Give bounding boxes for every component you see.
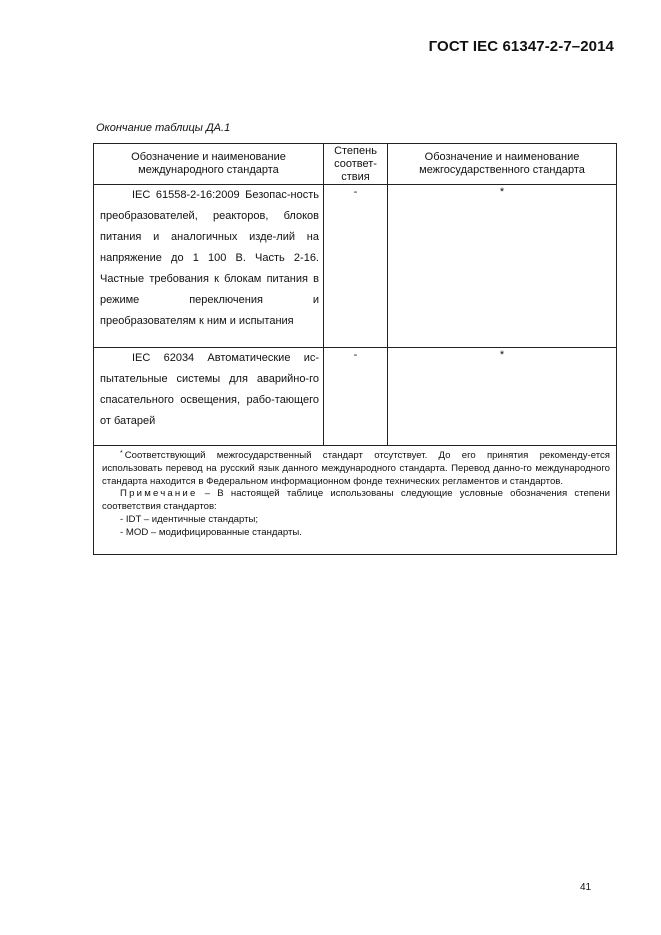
note-label: Примечание xyxy=(120,488,198,500)
note-item-idt: - IDT – идентичные стандарты; xyxy=(120,513,259,525)
footnote-text: Соответствующий межгосударственный стандарт отсутствует. До его принятия рекоменду-ется использовать перевод на русский язык данного международного стандарта. Перевод данно-го международного стандарта находится в Федеральном информационном фонде технических регламентов и стандартов. xyxy=(102,450,610,487)
table-notes-row xyxy=(94,446,617,555)
interstate-standard-cell: * xyxy=(388,185,617,348)
international-standard-text: IEC 61558-2-16:2009 Безопас-ность преобразователей, реакторов, блоков питания и аналогичных изде-лий на напряжение до 1 100 В. Часть 2-16. Частные требования к блокам питания в режиме переключения и преобразователям к ним и испытания xyxy=(100,189,319,327)
footnote xyxy=(102,448,610,488)
standards-table xyxy=(93,143,617,555)
column-header-international: Обозначение и наименование международного стандарта xyxy=(94,144,324,185)
degree-cell: - xyxy=(324,348,388,446)
footnote-marker: * xyxy=(120,450,123,457)
column-header-interstate: Обозначение и наименование межгосударственного стандарта xyxy=(388,144,617,185)
table-row xyxy=(94,185,617,348)
international-standard-text: IEC 62034 Автоматические ис-пытательные системы для аварийно-го спасательного освещения, рабо-тающего от батарей xyxy=(100,352,319,427)
table-row xyxy=(94,348,617,446)
document-header: ГОСТ IEC 61347-2-7–2014 xyxy=(428,38,614,55)
interstate-standard-cell: * xyxy=(388,348,617,446)
table-header-row xyxy=(94,144,617,185)
table-caption: Окончание таблицы ДА.1 xyxy=(96,122,231,134)
note xyxy=(102,488,610,514)
page-number: 41 xyxy=(580,882,592,893)
column-header-degree: Степень соответ-ствия xyxy=(324,144,388,185)
international-standard-cell xyxy=(94,348,324,446)
table-notes-cell xyxy=(94,446,617,555)
international-standard-cell xyxy=(94,185,324,348)
degree-cell: - xyxy=(324,185,388,348)
note-item-mod: - MOD – модифицированные стандарты. xyxy=(120,526,302,538)
note-text: – В настоящей таблице использованы следующие условные обозначения степени соответствия стандартов: xyxy=(102,488,611,513)
